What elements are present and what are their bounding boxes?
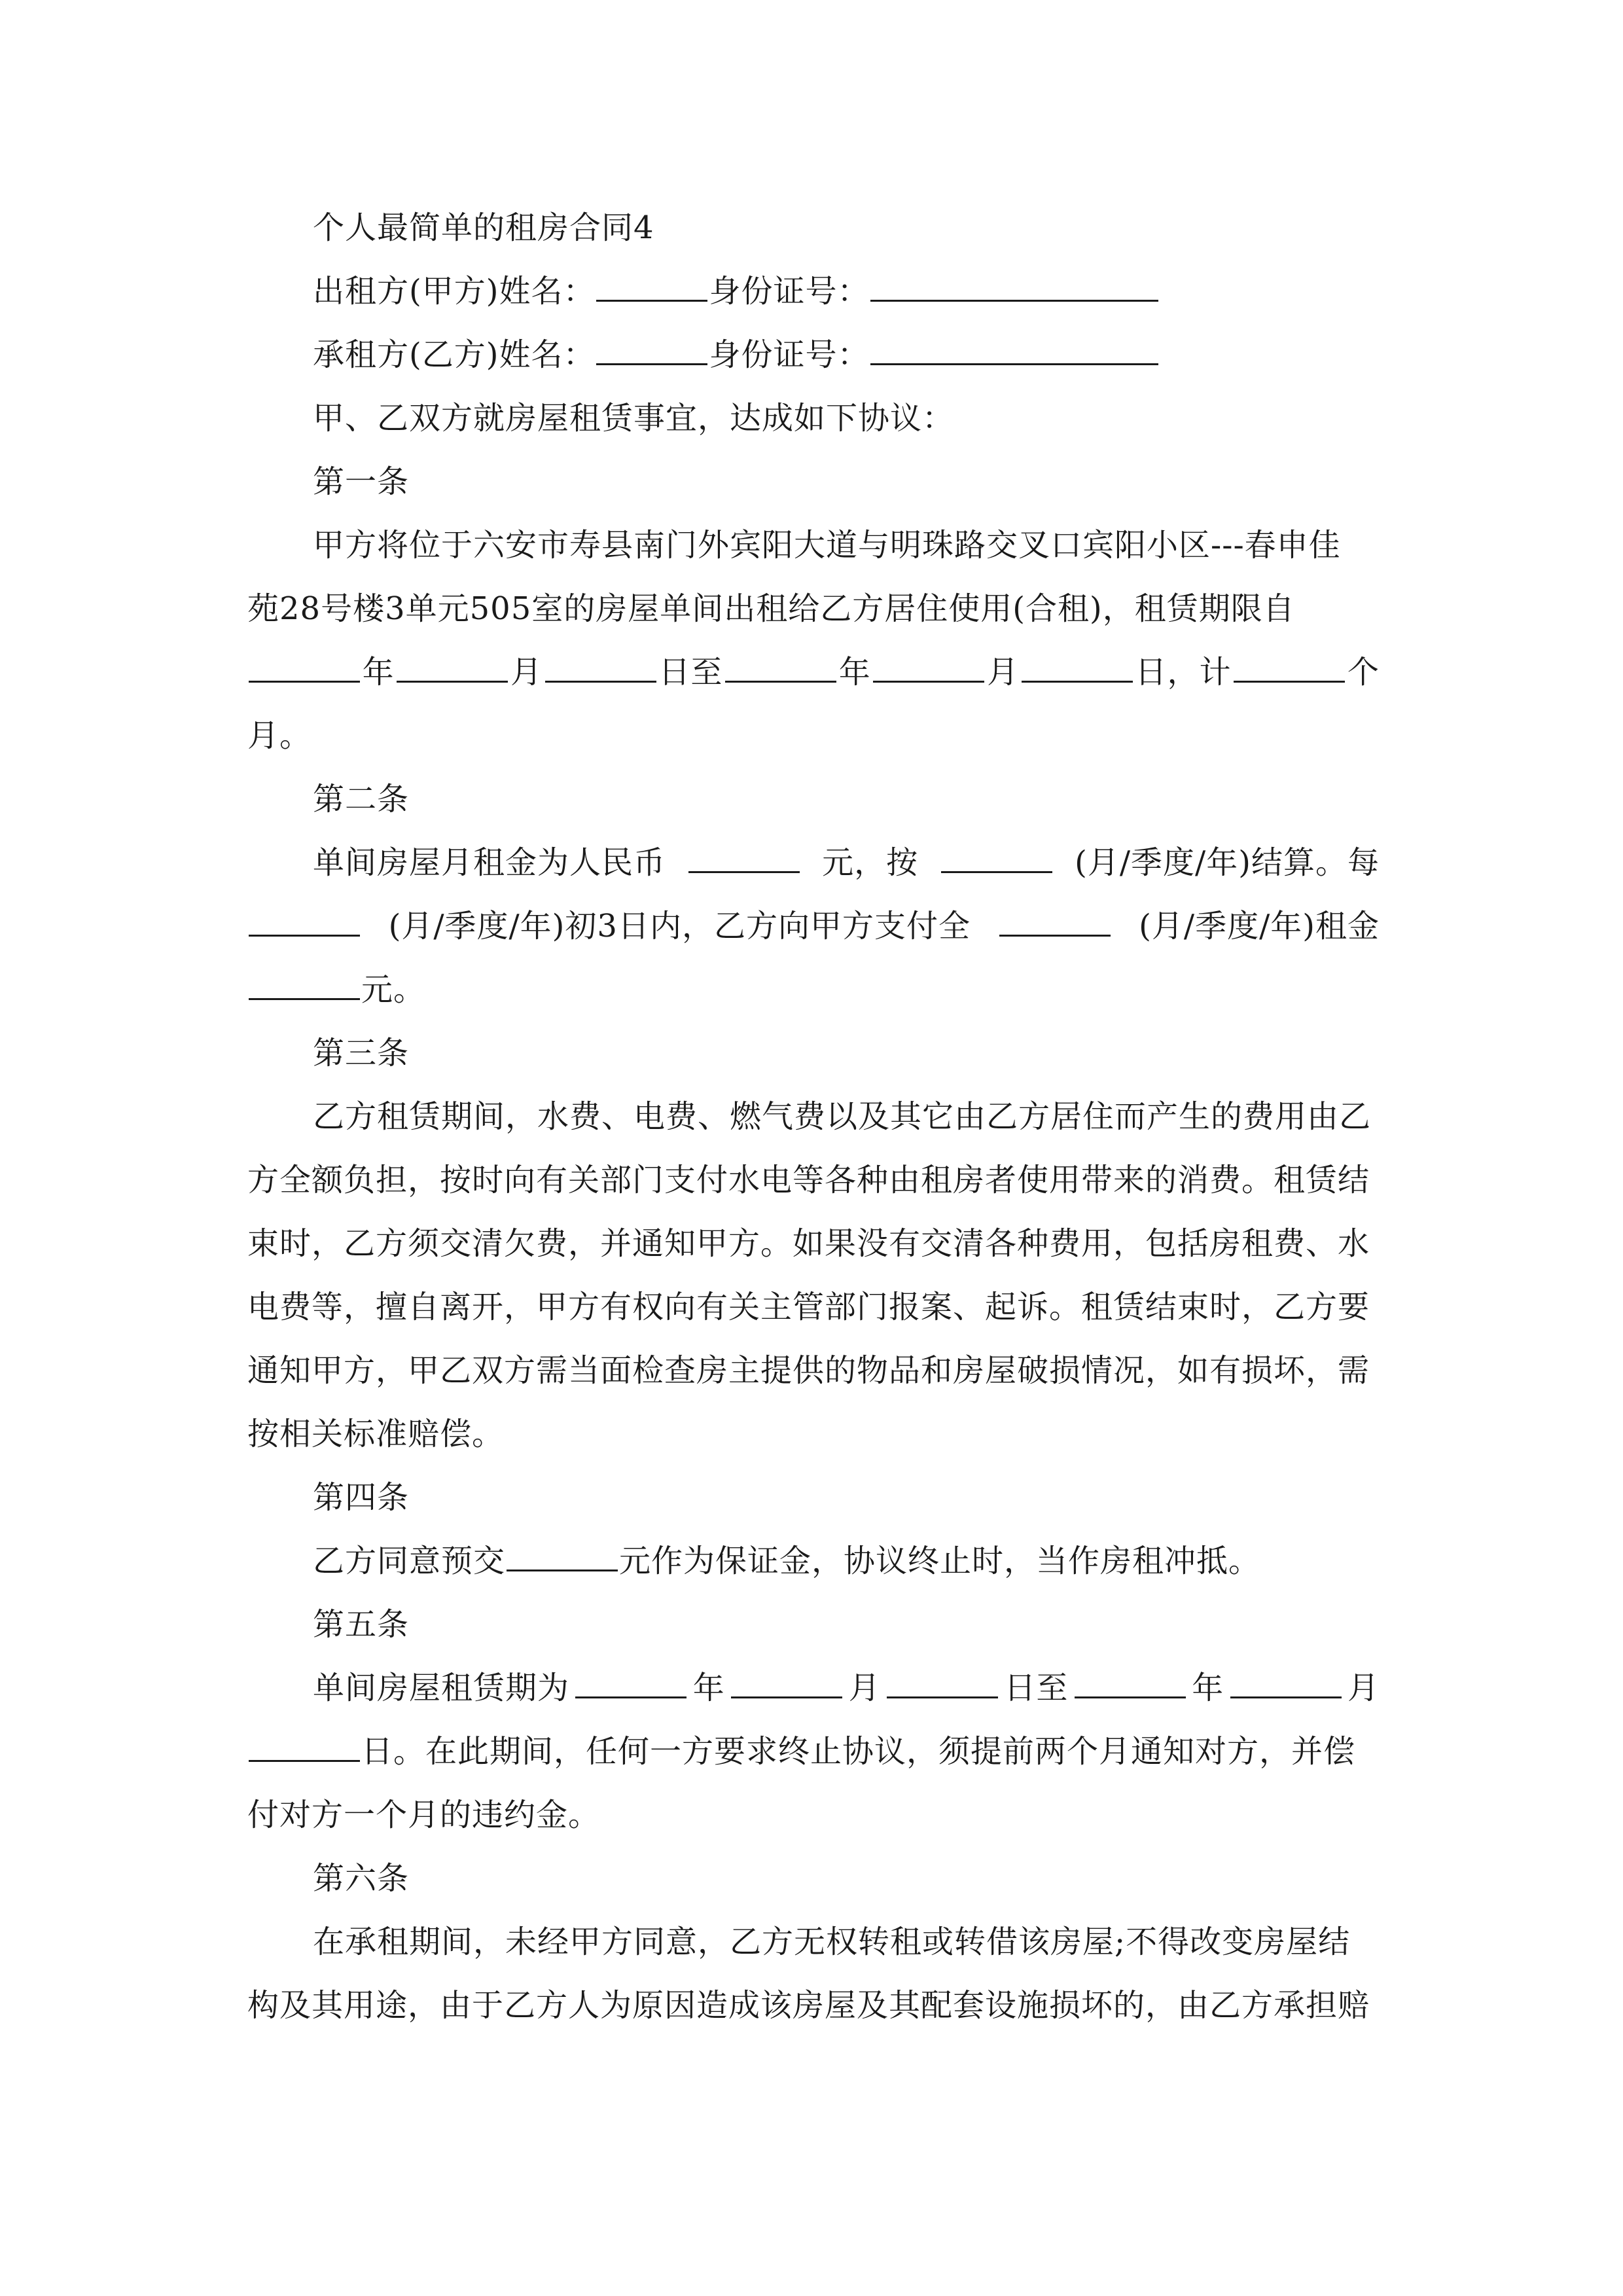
article-4-line-1: [247, 1530, 1380, 1593]
article-2-line-2: [247, 895, 1380, 958]
article-3-line: 通知甲方，甲乙双方需当面检查房主提供的物品和房屋破损情况，如有损坏，需: [247, 1352, 1370, 1389]
article-2-text: (月/季度/年)租金: [1139, 908, 1380, 944]
article-3-line: 乙方租赁期间，水费、电费、燃气费以及其它由乙方居住而产生的费用由乙: [313, 1098, 1372, 1135]
start-year-blank[interactable]: [249, 643, 360, 683]
article-1-line-1: 甲方将位于六安市寿县南门外宾阳大道与明珠路交叉口宾阳小区---春申佳: [313, 527, 1341, 564]
article-1-heading: 第一条: [313, 463, 410, 500]
article-5-line-2: [247, 1720, 1380, 1784]
article-5-text: 日。在此期间，任何一方要求终止协议，须提前两个月通知对方，并偿: [361, 1733, 1356, 1770]
article-3-line: 方全额负担，按时向有关部门支付水电等各种由租房者使用带来的消费。租赁结: [247, 1162, 1370, 1198]
article-5-text: 日至: [1004, 1670, 1069, 1706]
article-1-line-2: 苑28号楼3单元505室的房屋单间出租给乙方居住使用(合租)，租赁期限自: [247, 590, 1295, 627]
months-count-blank[interactable]: [1234, 643, 1345, 683]
end-year-blank[interactable]: [725, 643, 836, 683]
article-5-text: 单间房屋租赁期为: [313, 1670, 570, 1706]
payment-period-blank[interactable]: [249, 897, 360, 937]
article-6-heading: 第六条: [313, 1860, 410, 1897]
lease-end-month-blank[interactable]: [1230, 1659, 1342, 1698]
lease-start-month-blank[interactable]: [731, 1659, 842, 1698]
landlord-id-label: 身份证号：: [709, 273, 870, 310]
settlement-period-blank[interactable]: [941, 833, 1052, 873]
article-5-text: 年: [692, 1670, 725, 1706]
article-4-text: 元作为保证金，协议终止时，当作房租冲抵。: [619, 1543, 1261, 1579]
monthly-rent-blank[interactable]: [688, 833, 800, 873]
article-4-text: 乙方同意预交: [313, 1543, 506, 1579]
tenant-line: [247, 323, 1380, 387]
article-1-text: 年: [362, 654, 395, 691]
article-5-line-3: 付对方一个月的违约金。: [247, 1797, 601, 1833]
article-5-heading: 第五条: [313, 1606, 410, 1643]
article-3-line: 按相关标准赔偿。: [247, 1416, 505, 1452]
article-2-text: (月/季度/年)初3日内，乙方向甲方支付全: [388, 908, 971, 944]
end-month-blank[interactable]: [873, 643, 984, 683]
article-5-text: 月: [848, 1670, 881, 1706]
article-1-text: 日至: [658, 654, 723, 691]
article-3-line: 电费等，擅自离开，甲方有权向有关主管部门报案、起诉。租赁结束时，乙方要: [247, 1289, 1370, 1325]
article-1-text: 个: [1347, 654, 1380, 691]
tenant-id-label: 身份证号：: [709, 336, 870, 373]
landlord-name-blank[interactable]: [596, 262, 707, 302]
landlord-name-label: 出租方(甲方)姓名：: [313, 273, 596, 310]
lease-start-year-blank[interactable]: [575, 1659, 687, 1698]
lease-end-day-blank[interactable]: [249, 1722, 360, 1762]
article-1-text: 年: [838, 654, 871, 691]
article-1-line-4: 月。: [247, 717, 312, 754]
tenant-name-label: 承租方(乙方)姓名：: [313, 336, 596, 373]
article-2-text: (月/季度/年)结算。每: [1075, 844, 1380, 881]
article-5-text: 年: [1192, 1670, 1224, 1706]
deposit-blank[interactable]: [507, 1532, 618, 1571]
start-month-blank[interactable]: [397, 643, 508, 683]
article-2-line-1: [247, 831, 1380, 895]
end-day-blank[interactable]: [1022, 643, 1133, 683]
contract-page: [247, 196, 1380, 2037]
article-2-text: 元。: [361, 971, 426, 1008]
lease-start-day-blank[interactable]: [887, 1659, 998, 1698]
tenant-name-blank[interactable]: [596, 325, 707, 365]
article-2-heading: 第二条: [313, 781, 410, 817]
start-day-blank[interactable]: [545, 643, 656, 683]
article-5-text: 月: [1347, 1670, 1380, 1706]
article-5-line-1: [247, 1657, 1380, 1720]
landlord-id-blank[interactable]: [870, 262, 1158, 302]
article-1-text: 月: [510, 654, 543, 691]
article-4-heading: 第四条: [313, 1479, 410, 1516]
intro-text: 甲、乙双方就房屋租赁事宜，达成如下协议：: [313, 400, 955, 437]
lease-end-year-blank[interactable]: [1075, 1659, 1186, 1698]
article-3-heading: 第三条: [313, 1035, 410, 1071]
article-6-line: 在承租期间，未经甲方同意，乙方无权转租或转借该房屋;不得改变房屋结: [313, 1924, 1351, 1960]
article-2-line-3: [247, 958, 1380, 1022]
article-1-text: 日，计: [1135, 654, 1232, 691]
rent-amount-blank[interactable]: [249, 960, 360, 1000]
article-3-line: 束时，乙方须交清欠费，并通知甲方。如果没有交清各种费用，包括房租费、水: [247, 1225, 1370, 1262]
article-2-text: 单间房屋月租金为人民币: [313, 844, 666, 881]
article-2-text: 元，按: [822, 844, 919, 881]
payment-cycle-blank[interactable]: [999, 897, 1111, 937]
article-1-text: 月: [987, 654, 1020, 691]
tenant-id-blank[interactable]: [870, 325, 1158, 365]
article-1-line-3: [247, 641, 1380, 704]
article-6-line: 构及其用途，由于乙方人为原因造成该房屋及其配套设施损坏的，由乙方承担赔: [247, 1987, 1370, 2024]
document-title: 个人最简单的租房合同4: [313, 209, 654, 246]
landlord-line: [247, 260, 1380, 323]
